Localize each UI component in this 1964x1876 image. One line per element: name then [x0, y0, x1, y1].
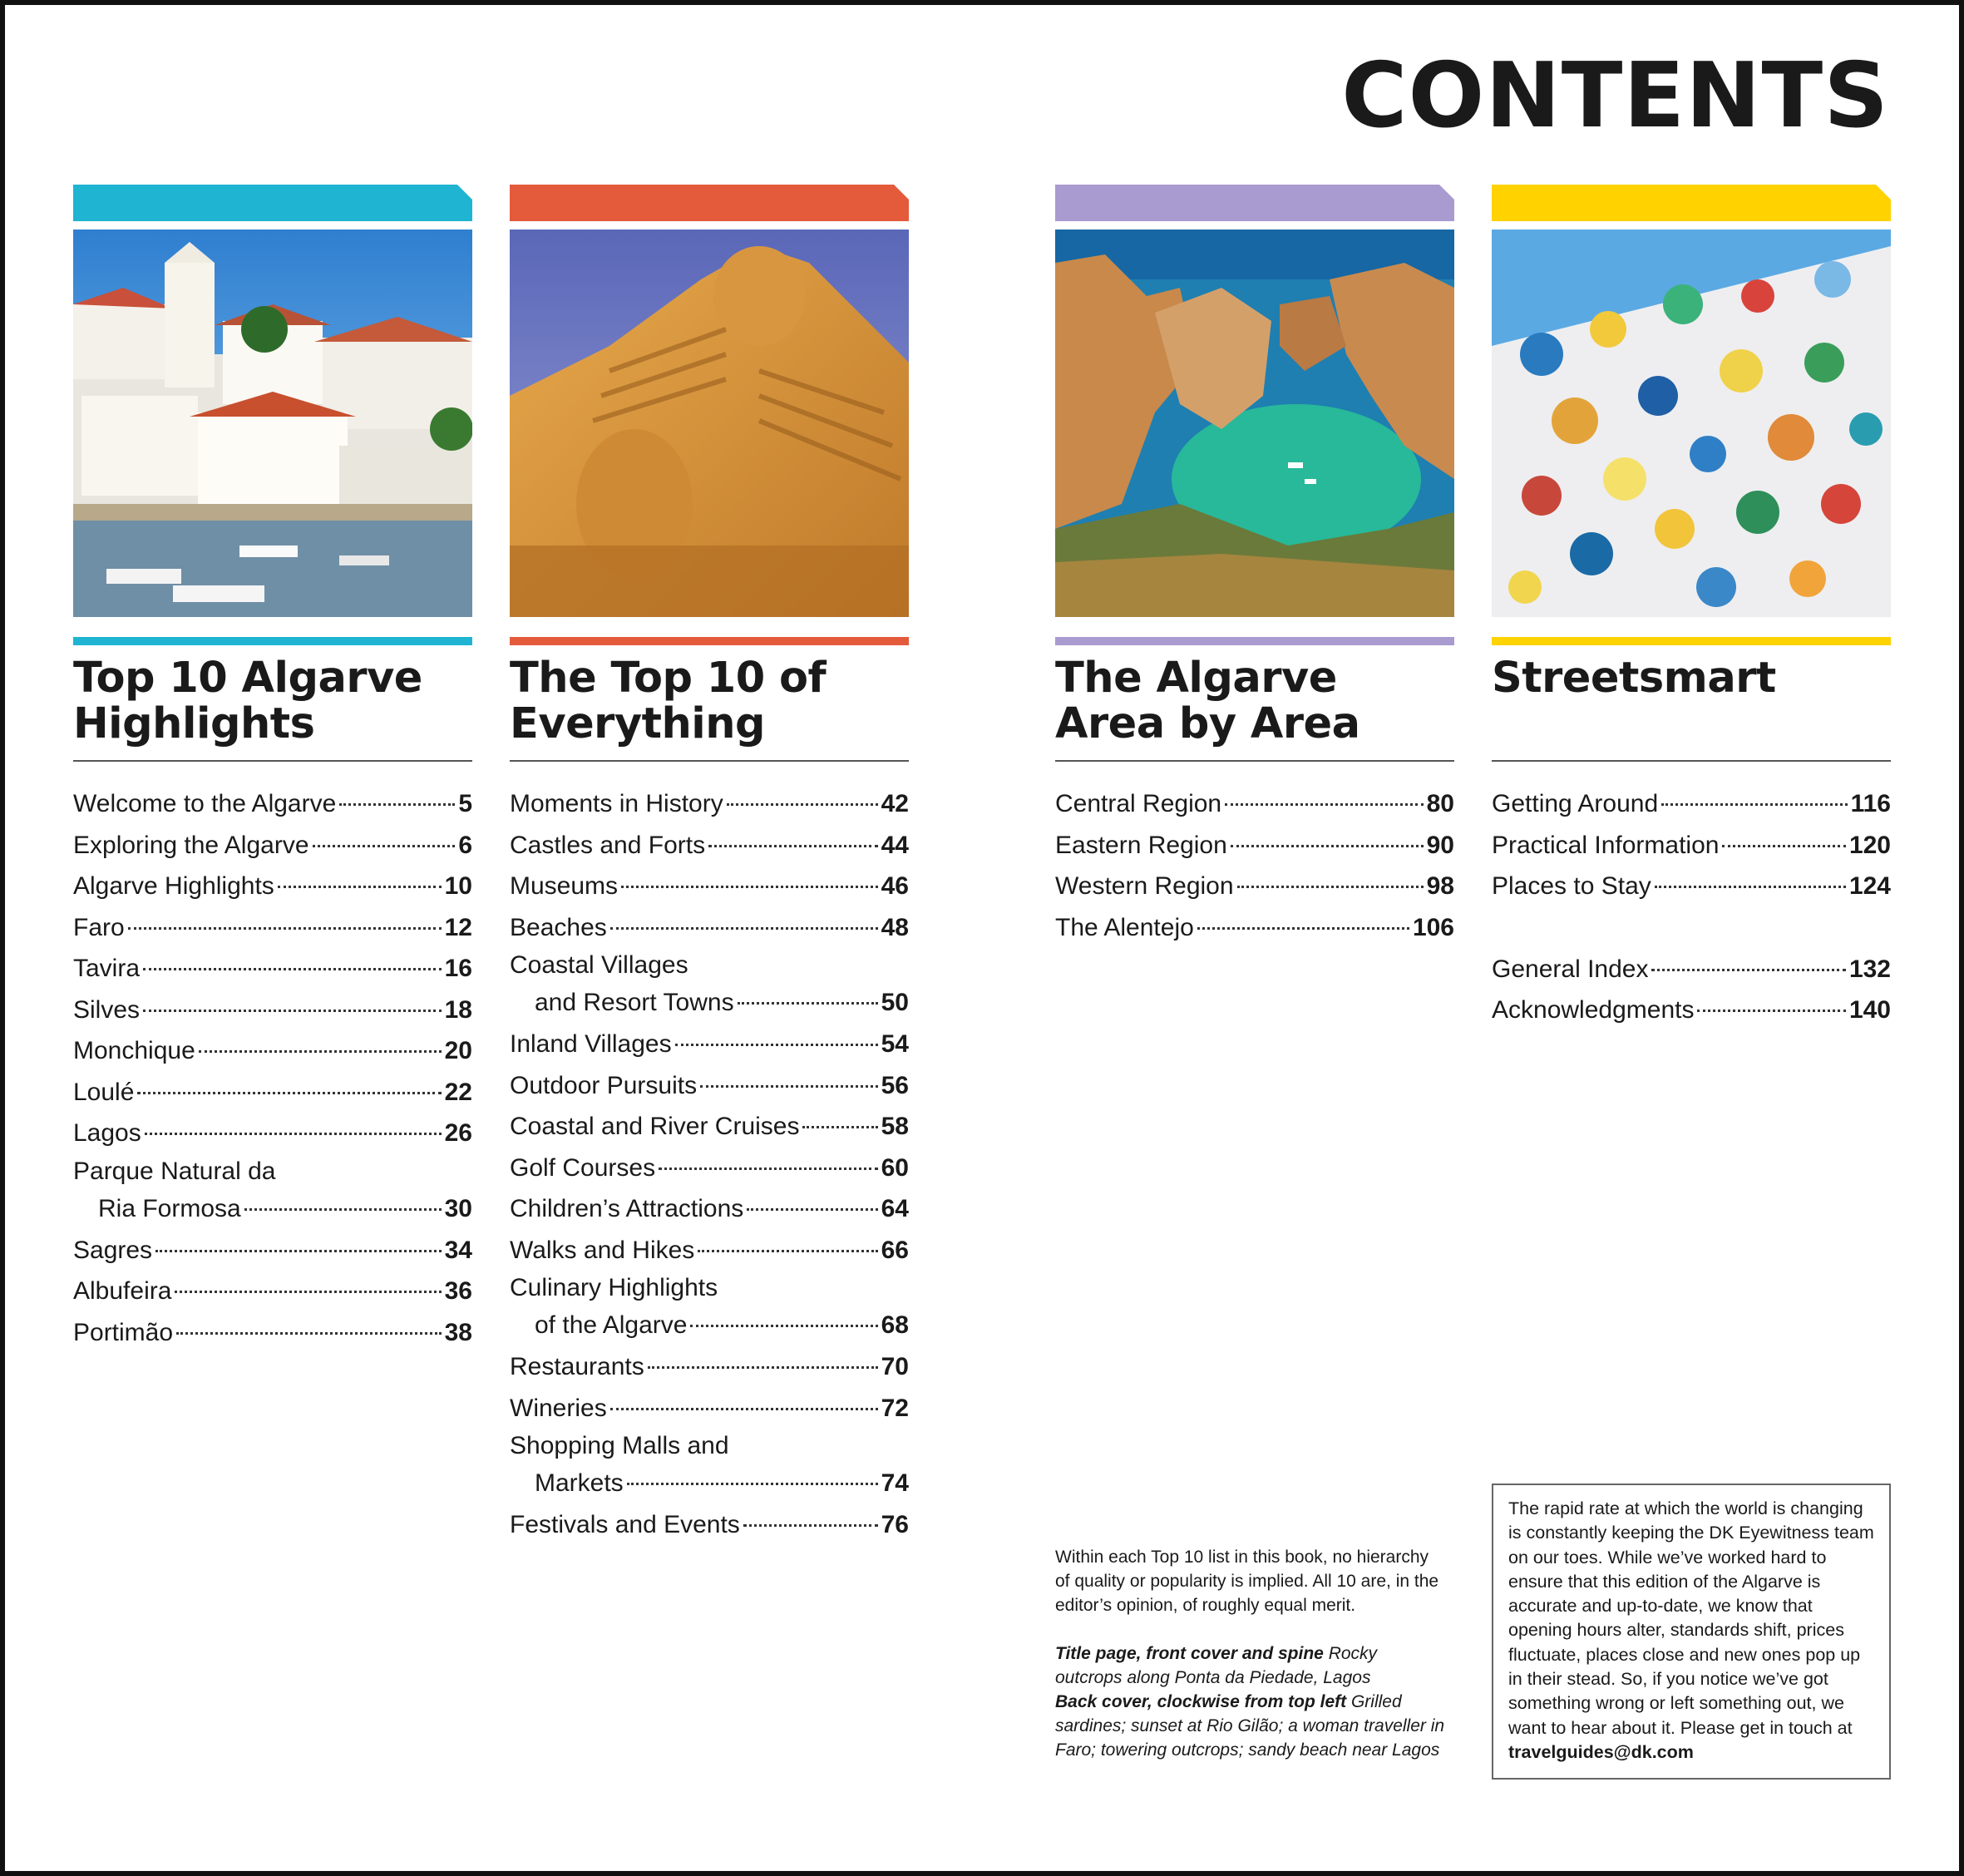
- section-title-line1: Streetsmart: [1492, 654, 1776, 703]
- toc-entry[interactable]: [73, 866, 472, 907]
- leader-dots: [143, 1010, 442, 1012]
- toc-entry-page: 116: [1850, 790, 1891, 817]
- section-title-line1: The Top 10 of: [510, 654, 827, 703]
- toc-entry[interactable]: [1055, 783, 1454, 825]
- toc-entry[interactable]: [510, 1188, 909, 1230]
- toc-entry-label: Culinary Highlights: [510, 1274, 718, 1301]
- toc-entry-page: 36: [444, 1277, 472, 1305]
- toc-entry-label: Golf Courses: [510, 1153, 656, 1182]
- toc-entry[interactable]: [510, 1106, 909, 1148]
- leader-dots: [1655, 886, 1846, 888]
- toc-entry-label: Beaches: [510, 913, 607, 941]
- leader-dots: [802, 1126, 877, 1128]
- toc-entry-label: Silves: [73, 995, 141, 1024]
- toc-entry-page: 34: [444, 1236, 472, 1264]
- toc-entry[interactable]: [510, 948, 909, 1024]
- toc-entry-page: 50: [881, 989, 909, 1016]
- section-title-line2: Highlights: [73, 699, 315, 748]
- toc-entry[interactable]: [73, 1271, 472, 1312]
- leader-dots: [199, 1050, 442, 1053]
- harbour-town-photo: [73, 230, 472, 617]
- feedback-box: [1492, 1484, 1891, 1780]
- toc-list: [1492, 783, 1891, 1031]
- toc-entry-label: Festivals and Events: [510, 1511, 740, 1538]
- toc-entry-label: Eastern Region: [1055, 831, 1227, 859]
- toc-entry[interactable]: [510, 1230, 909, 1271]
- toc-entry-label: Practical Information: [1492, 831, 1720, 859]
- toc-entry-page: 5: [458, 790, 472, 817]
- toc-entry-page: 68: [881, 1311, 909, 1339]
- toc-entry-page: 10: [444, 872, 472, 900]
- toc-entry[interactable]: [73, 1072, 472, 1113]
- toc-entry-label: Sagres: [73, 1236, 153, 1264]
- toc-entry-page: 132: [1848, 955, 1891, 983]
- toc-entry[interactable]: [1055, 907, 1454, 949]
- toc-entry-label: Loulé: [73, 1078, 135, 1106]
- toc-entry-label: Getting Around: [1492, 790, 1659, 817]
- feedback-email-link[interactable]: travelguides@dk.com: [1508, 1741, 1694, 1762]
- toc-entry-label: Coastal and River Cruises: [510, 1113, 800, 1140]
- toc-entry-page: 60: [881, 1153, 909, 1182]
- toc-entry[interactable]: [1055, 825, 1454, 866]
- toc-entry[interactable]: [510, 866, 909, 907]
- leader-dots: [675, 1044, 878, 1046]
- section-rule: [1492, 760, 1891, 762]
- leader-dots: [128, 927, 442, 930]
- toc-list: [73, 783, 472, 1353]
- leader-dots: [1225, 803, 1424, 806]
- section-tab: [73, 185, 472, 221]
- leader-dots: [610, 1408, 878, 1410]
- toc-list: [510, 783, 909, 1546]
- toc-entry-label: Places to Stay: [1492, 872, 1651, 900]
- leader-dots: [137, 1092, 441, 1094]
- section-top10-highlights: [73, 185, 472, 1353]
- credit-heading: Title page, front cover and spine: [1055, 1644, 1324, 1663]
- toc-entry-label: Portimão: [73, 1318, 174, 1346]
- leader-dots: [1197, 927, 1409, 930]
- toc-entry-label: Monchique: [73, 1037, 195, 1064]
- toc-entry[interactable]: [510, 1346, 909, 1388]
- toc-entry-label: Parque Natural da: [73, 1157, 276, 1185]
- section-rule: [510, 760, 909, 762]
- section-tab: [510, 185, 909, 221]
- toc-entry-page: 58: [881, 1113, 909, 1140]
- toc-entry[interactable]: [73, 1312, 472, 1354]
- leader-dots: [175, 1291, 441, 1293]
- section-streetsmart: [1492, 185, 1891, 1031]
- section-title-line2: Area by Area: [1055, 699, 1360, 748]
- toc-entry-page: 44: [881, 831, 909, 859]
- toc-entry-label: Tavira: [73, 955, 141, 982]
- toc-entry-label: Acknowledgments: [1492, 996, 1695, 1024]
- toc-entry-label-cont: of the Algarve: [535, 1311, 688, 1339]
- credit-text: Rocky outcrops along Ponta da Piedade, Lagos: [1055, 1644, 1378, 1687]
- toc-entry-label: Castles and Forts: [510, 831, 706, 859]
- leader-dots: [610, 927, 878, 930]
- toc-entry-page: 48: [881, 913, 909, 941]
- credit-heading: Back cover, clockwise from top left: [1055, 1692, 1347, 1711]
- toc-entry[interactable]: [510, 1504, 909, 1546]
- toc-entry[interactable]: [1492, 990, 1891, 1031]
- toc-entry[interactable]: [510, 825, 909, 866]
- toc-entry-label: Inland Villages: [510, 1030, 672, 1058]
- leader-dots: [659, 1168, 878, 1170]
- section-top10-everything: [510, 185, 909, 1546]
- toc-entry-label: Faro: [73, 913, 125, 941]
- toc-entry[interactable]: [510, 1271, 909, 1346]
- toc-entry-label: Welcome to the Algarve: [73, 790, 337, 817]
- toc-entry[interactable]: [1492, 866, 1891, 907]
- toc-entry-label: Moments in History: [510, 790, 723, 817]
- toc-list: [1055, 783, 1454, 948]
- leader-dots: [698, 1250, 877, 1252]
- toc-entry[interactable]: [73, 1030, 472, 1072]
- toc-entry-page: 12: [444, 913, 472, 941]
- toc-entry[interactable]: [73, 1113, 472, 1154]
- toc-entry-label-cont: Ria Formosa: [98, 1194, 241, 1222]
- leader-dots: [1722, 845, 1845, 847]
- toc-entry-page: 120: [1848, 831, 1891, 859]
- toc-entry[interactable]: [510, 1148, 909, 1189]
- toc-entry-page: 70: [881, 1353, 909, 1380]
- toc-entry-label: The Alentejo: [1055, 913, 1194, 941]
- toc-entry-label: Wineries: [510, 1394, 607, 1422]
- leader-dots: [155, 1250, 442, 1252]
- toc-entry-page: 76: [881, 1511, 909, 1538]
- leader-dots: [1651, 969, 1845, 971]
- section-tab: [1492, 185, 1891, 221]
- toc-entry[interactable]: [73, 948, 472, 990]
- section-title-line1: Top 10 Algarve: [73, 654, 422, 703]
- section-title: [1055, 655, 1454, 750]
- toc-entry[interactable]: [510, 1065, 909, 1107]
- leader-dots: [627, 1483, 878, 1485]
- credit-text: Grilled sardines; sunset at Rio Gilão; a woman traveller in Faro; towering outcrops; sandy beach near Lagos: [1055, 1692, 1445, 1760]
- toc-entry[interactable]: [1492, 949, 1891, 990]
- toc-entry[interactable]: [510, 1429, 909, 1504]
- leader-dots: [145, 1133, 442, 1135]
- toc-entry-page: 20: [444, 1037, 472, 1064]
- coastal-cliffs-photo: [1055, 230, 1454, 617]
- toc-entry-label: Algarve Highlights: [73, 872, 274, 900]
- toc-entry-page: 64: [881, 1195, 909, 1222]
- toc-entry[interactable]: [1492, 825, 1891, 866]
- toc-entry-page: 30: [444, 1194, 472, 1222]
- toc-entry-label-cont: and Resort Towns: [535, 989, 734, 1016]
- section-underbar: [1055, 637, 1454, 645]
- leader-dots: [244, 1208, 442, 1211]
- section-title-line1: The Algarve: [1055, 654, 1337, 703]
- leader-dots: [1661, 803, 1847, 806]
- toc-entry-page: 90: [1426, 831, 1454, 859]
- leader-dots: [648, 1366, 878, 1369]
- leader-dots: [143, 968, 442, 970]
- section-underbar: [73, 637, 472, 645]
- toc-entry-label: Albufeira: [73, 1277, 172, 1305]
- section-title-line2: Everything: [510, 699, 766, 748]
- toc-entry[interactable]: [73, 907, 472, 949]
- leader-dots: [1237, 886, 1424, 888]
- section-rule: [1055, 760, 1454, 762]
- leader-dots: [700, 1085, 878, 1088]
- leader-dots: [690, 1325, 877, 1327]
- toc-entry-page: 80: [1426, 790, 1454, 817]
- painted-plates-photo: [1492, 230, 1891, 617]
- toc-entry-label: Exploring the Algarve: [73, 831, 309, 859]
- cover-credits: [1055, 1642, 1446, 1762]
- leader-dots: [313, 845, 456, 847]
- toc-entry-page: 124: [1848, 872, 1891, 900]
- section-title: [510, 655, 909, 750]
- leader-dots: [738, 1002, 878, 1005]
- toc-entry-label: Restaurants: [510, 1353, 644, 1380]
- toc-entry-page: 72: [881, 1394, 909, 1422]
- section-title: [1492, 655, 1891, 750]
- toc-entry-page: 98: [1426, 872, 1454, 900]
- section-rule: [73, 760, 472, 762]
- section-underbar: [1492, 637, 1891, 645]
- toc-entry[interactable]: [510, 1024, 909, 1065]
- leader-dots: [278, 886, 442, 888]
- sand-sculpture-photo: [510, 230, 909, 617]
- toc-entry-page: 56: [881, 1071, 909, 1099]
- toc-entry-page: 140: [1848, 996, 1891, 1024]
- toc-entry-page: 42: [881, 790, 909, 817]
- toc-entry-label: Outdoor Pursuits: [510, 1071, 698, 1099]
- leader-dots: [1697, 1010, 1845, 1012]
- toc-entry-label: General Index: [1492, 955, 1649, 983]
- leader-dots: [176, 1332, 442, 1335]
- toc-entry-page: 46: [881, 872, 909, 900]
- ranking-disclaimer: Within each Top 10 list in this book, no hierarchy of quality or popularity is implied. All 10 are, in the editor’s opinion, of roughly equal merit.: [1055, 1548, 1439, 1615]
- toc-entry[interactable]: [1055, 866, 1454, 907]
- toc-entry[interactable]: [73, 783, 472, 825]
- toc-entry-page: 74: [881, 1469, 909, 1497]
- feedback-text: The rapid rate at which the world is changing is constantly keeping the DK Eyewitness team on our toes. While we’ve worked hard to ensure that this edition of the Algarve is accurate and up-to-date, we know that opening hours alter, standards shift, prices fluctuate, places close and new ones pop up in their stead. So, if you notice we’ve got something wrong or left something out, we want to hear about it. Please get in touch at: [1508, 1498, 1874, 1738]
- toc-entry[interactable]: [510, 783, 909, 825]
- leader-dots: [621, 886, 878, 888]
- toc-entry-page: 18: [444, 995, 472, 1024]
- toc-entry-label-cont: Markets: [535, 1469, 624, 1497]
- toc-entry[interactable]: [73, 825, 472, 866]
- toc-entry-label: Central Region: [1055, 790, 1222, 817]
- leader-dots: [708, 845, 878, 847]
- toc-entry-page: 106: [1412, 913, 1454, 941]
- leader-dots: [339, 803, 455, 806]
- section-area-by-area: [1055, 185, 1454, 948]
- toc-entry-label: Walks and Hikes: [510, 1236, 695, 1264]
- toc-entry-page: 26: [444, 1119, 472, 1147]
- toc-entry-label: Lagos: [73, 1119, 141, 1147]
- section-title: [73, 655, 472, 750]
- toc-entry-label: Shopping Malls and: [510, 1432, 729, 1459]
- toc-entry-page: 66: [881, 1236, 909, 1264]
- editorial-note: [1055, 1545, 1446, 1762]
- leader-dots: [743, 1524, 878, 1527]
- toc-entry-label: Western Region: [1055, 872, 1234, 900]
- toc-entry-label: Coastal Villages: [510, 951, 688, 979]
- toc-entry-page: 54: [881, 1030, 909, 1058]
- toc-entry-page: 38: [444, 1318, 472, 1346]
- toc-entry-page: 22: [444, 1078, 472, 1106]
- section-underbar: [510, 637, 909, 645]
- toc-entry[interactable]: [73, 1154, 472, 1230]
- leader-dots: [727, 803, 878, 806]
- toc-entry-label: Museums: [510, 872, 619, 900]
- leader-dots: [747, 1208, 877, 1211]
- page-title: CONTENTS: [1341, 44, 1889, 148]
- toc-entry-page: 6: [458, 831, 472, 859]
- toc-entry-label: Children’s Attractions: [510, 1195, 744, 1222]
- toc-entry-page: 16: [444, 955, 472, 982]
- section-tab: [1055, 185, 1454, 221]
- toc-entry[interactable]: [510, 1388, 909, 1429]
- toc-entry[interactable]: [1492, 783, 1891, 825]
- toc-entry[interactable]: [73, 990, 472, 1031]
- leader-dots: [1231, 845, 1424, 847]
- toc-entry[interactable]: [73, 1230, 472, 1271]
- toc-entry[interactable]: [510, 907, 909, 949]
